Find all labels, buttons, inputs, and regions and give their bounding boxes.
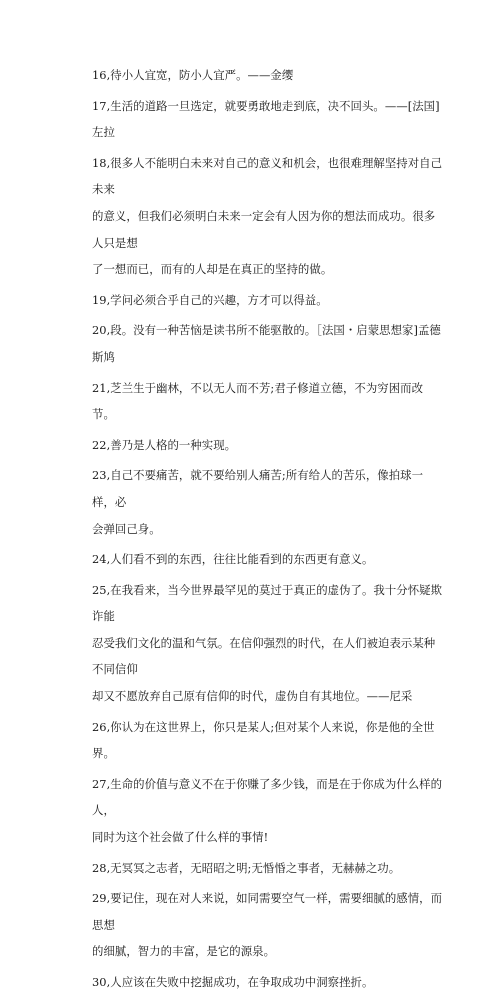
quote-16 (92, 62, 444, 89)
quote-line: 27,生命的价值与意义不在于你赚了多少钱，而是在于你成为什么样的人， (92, 776, 443, 818)
quote-line: 23,自己不要痛苦，就不要给别人痛苦;所有给人的苦乐，像拍球一样，必 (92, 468, 424, 509)
quote-30 (92, 969, 444, 996)
quote-26 (92, 714, 444, 767)
quote-line: 会弹回己身。 (92, 521, 161, 536)
quote-line: 19,学问必须合乎自己的兴趣，方才可以得益。 (92, 292, 328, 307)
quote-20 (92, 317, 444, 370)
quote-18 (92, 150, 444, 283)
quote-23 (92, 462, 444, 542)
quote-line: 24,人们看不到的东西，往往比能看到的东西更有意义。 (92, 552, 374, 567)
quote-28 (92, 855, 444, 882)
quote-line: 20,段。没有一种苦恼是读书所不能驱散的。［法国・启蒙思想家]孟德斯鸠 (92, 323, 441, 364)
quote-line: 30,人应该在失败中挖掘成功，在争取成功中洞察挫折。 (92, 975, 374, 989)
quote-line: 25,在我看来，当今世界最罕见的莫过于真正的虚伪了。我十分怀疑欺诈能 (92, 582, 443, 624)
quote-line: 28,无冥冥之志者，无昭昭之明;无惛惛之事者，无赫赫之功。 (92, 860, 401, 875)
quote-25 (92, 577, 444, 710)
quote-line: 18,很多人不能明白未来对自己的意义和机会，也很难理解坚持对自己未来 (92, 155, 443, 197)
quote-22 (92, 432, 444, 459)
quote-line: 16,待小人宜宽，防小人宜严。——金缨 (92, 68, 294, 82)
quote-line: 的意义，但我们必须明白未来一定会有人因为你的想法而成功。很多人只是想 (92, 208, 436, 250)
quote-line: 同时为这个社会做了什么样的事情! (92, 830, 269, 845)
quote-line: 22,善乃是人格的一种实现。 (92, 437, 237, 452)
quote-line: 了一想而已，而有的人却是在真正的坚持的做。 (92, 262, 333, 277)
quote-line: 26,你认为在这世界上，你只是某人;但对某个人来说，你是他的全世界。 (92, 719, 435, 761)
quote-line: 29,要记住，现在对人来说，如同需要空气一样，需要细腻的感情，而思想 (92, 891, 443, 932)
quote-line: 17,生活的道路一旦选定，就要勇敢地走到底，决不回头。——[法国]左拉 (92, 98, 440, 140)
quote-27 (92, 771, 444, 851)
quote-29 (92, 885, 444, 965)
quote-24 (92, 546, 444, 573)
quote-line: 21,芝兰生于幽林，不以无人而不芳;君子修道立德，不为穷困而改节。 (92, 380, 424, 422)
quote-line: 忍受我们文化的温和气氛。在信仰强烈的时代，在人们被迫表示某种不同信仰 (92, 635, 436, 677)
quote-21 (92, 375, 444, 428)
quote-17 (92, 93, 444, 146)
quote-line: 却又不愿放弃自己原有信仰的时代，虚伪自有其地位。——尼采 (92, 689, 413, 704)
quote-19 (92, 287, 444, 314)
quote-line: 的细腻，智力的丰富，是它的源泉。 (92, 944, 276, 959)
